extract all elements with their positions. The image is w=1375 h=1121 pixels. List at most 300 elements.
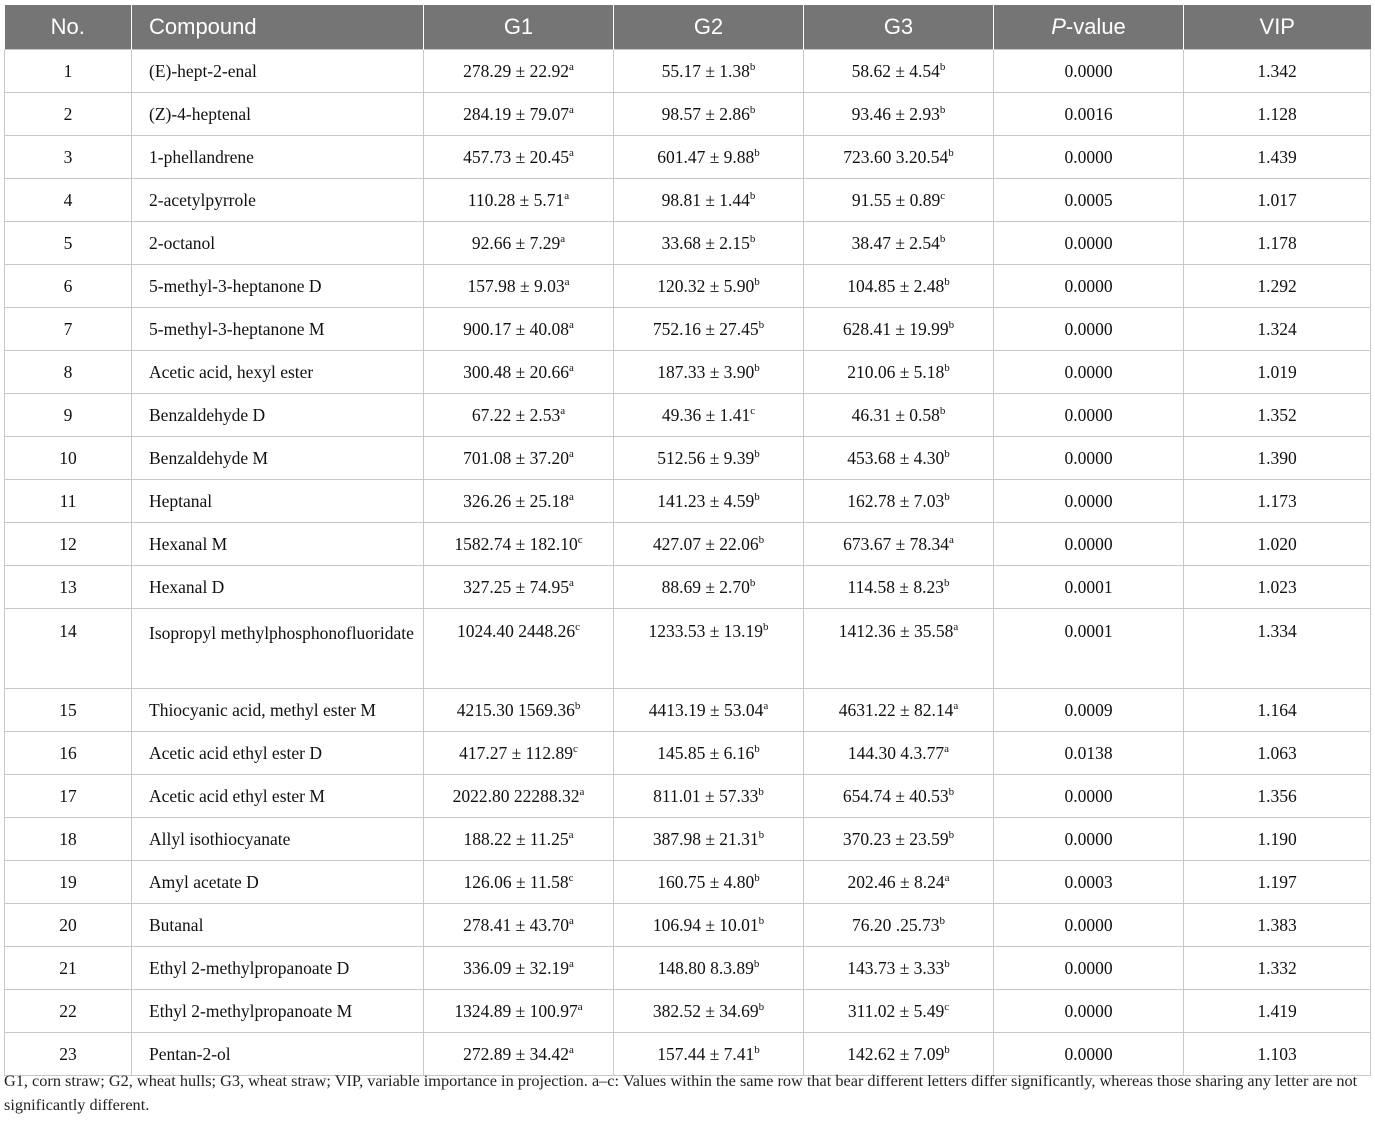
cell-p-value-value: 0.0001: [1064, 576, 1113, 597]
cell-p-value-value: 0.0000: [1064, 533, 1113, 554]
cell-compound-value: Benzaldehyde M: [149, 447, 269, 468]
cell-no: [5, 437, 132, 480]
cell-g3: [804, 480, 994, 523]
cell-g1: [424, 222, 614, 265]
cell-g1: [424, 480, 614, 523]
cell-no-value: 18: [59, 828, 77, 849]
cell-p-value: [994, 861, 1184, 904]
cell-g1: [424, 609, 614, 689]
cell-g2-value: 4413.19 ± 53.04: [648, 699, 764, 720]
cell-compound: [132, 775, 424, 818]
table-row: [5, 904, 1371, 947]
cell-vip: [1184, 136, 1371, 179]
cell-compound-value: Ethyl 2-methylpropanoate D: [149, 957, 350, 978]
cell-p-value: [994, 480, 1184, 523]
cell-vip: [1184, 437, 1371, 480]
compound-table-container: [4, 5, 1370, 1076]
header-vip: VIP: [1184, 5, 1371, 50]
cell-compound: [132, 136, 424, 179]
table-row: [5, 308, 1371, 351]
cell-compound: [132, 265, 424, 308]
cell-p-value-value: 0.0000: [1064, 404, 1113, 425]
cell-g1-significance-letter: b: [574, 699, 581, 712]
cell-g1: [424, 265, 614, 308]
cell-g2-significance-letter: b: [749, 232, 756, 245]
cell-g3-significance-letter: b: [948, 318, 955, 331]
cell-g2: [614, 308, 804, 351]
cell-g1-significance-letter: a: [560, 232, 566, 245]
cell-no: [5, 308, 132, 351]
cell-p-value: [994, 990, 1184, 1033]
cell-g1-significance-letter: c: [575, 621, 580, 634]
cell-p-value-value: 0.0003: [1064, 871, 1113, 892]
cell-g2-value: 145.85 ± 6.16: [657, 742, 755, 763]
cell-g2: [614, 566, 804, 609]
cell-no-value: 22: [59, 1000, 77, 1021]
cell-vip-value: 1.128: [1257, 103, 1297, 124]
cell-no-value: 12: [59, 533, 77, 554]
cell-g1-value: 701.08 ± 37.20: [463, 447, 569, 468]
cell-compound-value: Thiocyanic acid, methyl ester M: [149, 699, 376, 720]
cell-g3-significance-letter: b: [944, 957, 950, 970]
cell-g1-significance-letter: a: [568, 576, 574, 589]
cell-vip-value: 1.017: [1257, 189, 1297, 210]
cell-no: [5, 947, 132, 990]
cell-g2-significance-letter: b: [749, 189, 756, 202]
cell-compound-value: 2-octanol: [149, 232, 216, 253]
cell-g3-value: 46.31 ± 0.58: [851, 404, 940, 425]
cell-no: [5, 818, 132, 861]
cell-p-value: [994, 437, 1184, 480]
cell-g2-value: 187.33 ± 3.90: [657, 361, 755, 382]
cell-g2: [614, 50, 804, 93]
cell-g3: [804, 50, 994, 93]
cell-g3-significance-letter: a: [944, 742, 950, 755]
cell-vip-value: 1.419: [1257, 1000, 1297, 1021]
cell-g2-value: 160.75 ± 4.80: [657, 871, 755, 892]
cell-g3-significance-letter: b: [944, 490, 950, 503]
cell-p-value: [994, 818, 1184, 861]
cell-compound: [132, 179, 424, 222]
cell-no-value: 19: [59, 871, 77, 892]
header-p-rest: -value: [1065, 14, 1126, 39]
cell-p-value: [994, 351, 1184, 394]
cell-vip: [1184, 609, 1371, 689]
cell-compound-value: Acetic acid ethyl ester D: [149, 742, 322, 763]
cell-compound-value: (Z)-4-heptenal: [149, 103, 252, 124]
cell-g1-significance-letter: a: [564, 189, 570, 202]
cell-g2-value: 88.69 ± 2.70: [661, 576, 750, 597]
cell-g2: [614, 947, 804, 990]
table-row: [5, 861, 1371, 904]
cell-g2: [614, 861, 804, 904]
table-row: [5, 179, 1371, 222]
cell-p-value: [994, 136, 1184, 179]
cell-g2-significance-letter: b: [754, 742, 760, 755]
cell-vip-value: 1.190: [1257, 828, 1297, 849]
cell-compound: [132, 308, 424, 351]
cell-g1-value: 327.25 ± 74.95: [463, 576, 569, 597]
cell-g3-significance-letter: b: [944, 1043, 950, 1056]
cell-g1-value: 457.73 ± 20.45: [463, 146, 569, 167]
cell-g2-value: 148.80 8.3.89: [657, 957, 754, 978]
cell-g3-value: 202.46 ± 8.24: [847, 871, 945, 892]
cell-g1: [424, 394, 614, 437]
cell-vip-value: 1.020: [1257, 533, 1297, 554]
cell-g3-significance-letter: b: [948, 785, 955, 798]
cell-g3-significance-letter: a: [944, 871, 950, 884]
cell-p-value: [994, 775, 1184, 818]
cell-vip: [1184, 566, 1371, 609]
cell-no: [5, 480, 132, 523]
table-row: [5, 50, 1371, 93]
cell-g1-significance-letter: a: [568, 447, 574, 460]
cell-no-value: 15: [59, 699, 77, 720]
cell-g2-value: 33.68 ± 2.15: [661, 232, 750, 253]
cell-p-value-value: 0.0000: [1064, 60, 1113, 81]
cell-g3: [804, 351, 994, 394]
cell-g1: [424, 566, 614, 609]
cell-g2-significance-letter: b: [754, 1043, 760, 1056]
cell-g1: [424, 689, 614, 732]
cell-g2-value: 157.44 ± 7.41: [657, 1043, 755, 1064]
cell-g3-value: 143.73 ± 3.33: [847, 957, 945, 978]
cell-g1: [424, 818, 614, 861]
cell-vip: [1184, 222, 1371, 265]
cell-p-value: [994, 689, 1184, 732]
cell-g3: [804, 523, 994, 566]
cell-g2-value: 106.94 ± 10.01: [652, 914, 759, 935]
cell-g2: [614, 732, 804, 775]
cell-vip-value: 1.334: [1257, 621, 1297, 641]
cell-g2-value: 55.17 ± 1.38: [661, 60, 750, 81]
table-header-row: [5, 5, 1371, 50]
cell-p-value: [994, 265, 1184, 308]
cell-g2-value: 382.52 ± 34.69: [652, 1000, 759, 1021]
table-row: [5, 136, 1371, 179]
cell-g1-value: 417.27 ± 112.89: [459, 742, 574, 763]
cell-g1-value: 188.22 ± 11.25: [463, 828, 569, 849]
cell-g1-value: 278.29 ± 22.92: [463, 60, 569, 81]
header-g1: G1: [424, 5, 614, 50]
cell-g2: [614, 93, 804, 136]
cell-no: [5, 351, 132, 394]
cell-compound: [132, 947, 424, 990]
cell-p-value-value: 0.0000: [1064, 490, 1113, 511]
cell-compound: [132, 394, 424, 437]
cell-no-value: 20: [59, 914, 77, 935]
cell-no: [5, 50, 132, 93]
cell-g2-significance-letter: b: [758, 785, 764, 798]
cell-g3: [804, 437, 994, 480]
cell-g1: [424, 523, 614, 566]
cell-p-value-value: 0.0000: [1064, 275, 1113, 296]
cell-p-value: [994, 732, 1184, 775]
cell-vip: [1184, 861, 1371, 904]
cell-vip: [1184, 50, 1371, 93]
cell-compound-value: (E)-hept-2-enal: [149, 60, 257, 81]
cell-no-value: 4: [63, 189, 73, 210]
cell-no-value: 7: [63, 318, 73, 339]
cell-p-value-value: 0.0000: [1064, 447, 1113, 468]
cell-g3: [804, 861, 994, 904]
cell-g1: [424, 732, 614, 775]
cell-vip: [1184, 93, 1371, 136]
cell-p-value-value: 0.0000: [1064, 232, 1113, 253]
cell-g2-significance-letter: b: [763, 621, 769, 634]
table-row: [5, 990, 1371, 1033]
cell-g3: [804, 732, 994, 775]
cell-g3: [804, 990, 994, 1033]
cell-g2: [614, 136, 804, 179]
cell-g2: [614, 480, 804, 523]
cell-vip: [1184, 394, 1371, 437]
cell-g3-value: 58.62 ± 4.54: [851, 60, 940, 81]
cell-g1-value: 4215.30 1569.36: [456, 699, 575, 720]
cell-g3: [804, 93, 994, 136]
cell-compound: [132, 93, 424, 136]
cell-g1-value: 110.28 ± 5.71: [467, 189, 565, 210]
cell-p-value: [994, 523, 1184, 566]
cell-no-value: 6: [63, 275, 73, 296]
table-row: [5, 265, 1371, 308]
cell-g1-value: 272.89 ± 34.42: [463, 1043, 569, 1064]
cell-g2-value: 601.47 ± 9.88: [657, 146, 755, 167]
cell-g1: [424, 990, 614, 1033]
cell-vip-value: 1.439: [1257, 146, 1297, 167]
cell-g1-significance-letter: a: [568, 490, 574, 503]
cell-g2-value: 98.57 ± 2.86: [661, 103, 750, 124]
cell-g1: [424, 308, 614, 351]
cell-g2-value: 512.56 ± 9.39: [657, 447, 755, 468]
cell-vip-value: 1.178: [1257, 232, 1297, 253]
cell-g2-significance-letter: b: [749, 103, 756, 116]
cell-g2: [614, 818, 804, 861]
cell-g1: [424, 947, 614, 990]
cell-no: [5, 732, 132, 775]
cell-g2-significance-letter: b: [749, 60, 756, 73]
cell-no: [5, 136, 132, 179]
cell-g2-value: 49.36 ± 1.41: [661, 404, 751, 425]
cell-p-value: [994, 904, 1184, 947]
cell-g1-significance-letter: a: [560, 404, 566, 417]
cell-vip: [1184, 480, 1371, 523]
cell-p-value: [994, 308, 1184, 351]
cell-g2-significance-letter: b: [754, 871, 760, 884]
cell-g3-value: 114.58 ± 8.23: [847, 576, 944, 597]
cell-compound-value: Isopropyl methylphosphonofluoridate: [149, 623, 414, 643]
cell-no: [5, 566, 132, 609]
cell-compound-value: Pentan-2-ol: [149, 1043, 231, 1064]
cell-g3-significance-letter: a: [953, 699, 959, 712]
cell-p-value: [994, 179, 1184, 222]
cell-compound-value: 2-acetylpyrrole: [149, 189, 256, 210]
cell-vip-value: 1.103: [1257, 1043, 1297, 1064]
table-row: [5, 351, 1371, 394]
cell-no-value: 1: [63, 60, 73, 81]
cell-compound-value: Hexanal M: [149, 533, 228, 554]
cell-p-value-value: 0.0009: [1064, 699, 1113, 720]
cell-no-value: 21: [59, 957, 77, 978]
cell-g2-significance-letter: b: [753, 957, 760, 970]
cell-g2: [614, 775, 804, 818]
cell-g1: [424, 93, 614, 136]
cell-no-value: 14: [59, 621, 77, 641]
cell-g3-value: 370.23 ± 23.59: [842, 828, 949, 849]
cell-p-value-value: 0.0016: [1064, 103, 1113, 124]
cell-g1-significance-letter: c: [573, 742, 578, 755]
cell-no: [5, 904, 132, 947]
cell-g2-value: 98.81 ± 1.44: [661, 189, 750, 210]
cell-p-value-value: 0.0000: [1064, 914, 1113, 935]
cell-compound-value: 1-phellandrene: [149, 146, 254, 167]
cell-vip: [1184, 775, 1371, 818]
cell-compound-value: Butanal: [149, 914, 204, 935]
cell-p-value-value: 0.0000: [1064, 146, 1113, 167]
cell-g2-significance-letter: b: [758, 828, 765, 841]
cell-p-value-value: 0.0001: [1064, 621, 1113, 641]
cell-g2: [614, 394, 804, 437]
table-footnote: G1, corn straw; G2, wheat hulls; G3, wheat straw; VIP, variable importance in projection. a–c: Values within the same row that bear different letters differ significantly, whereas those sharing any letter are not significantly different.: [4, 1071, 1358, 1114]
cell-g2-value: 752.16 ± 27.45: [652, 318, 759, 339]
cell-vip-value: 1.197: [1257, 871, 1297, 892]
header-p-italic: P: [1051, 14, 1066, 39]
cell-g3-value: 144.30 4.3.77: [847, 742, 945, 763]
cell-compound-value: 5-methyl-3-heptanone D: [149, 275, 322, 296]
cell-g3-value: 104.85 ± 2.48: [847, 275, 945, 296]
cell-g3-value: 673.67 ± 78.34: [843, 533, 949, 554]
cell-g2: [614, 265, 804, 308]
cell-vip: [1184, 308, 1371, 351]
cell-vip-value: 1.023: [1257, 576, 1297, 597]
cell-compound-value: Acetic acid, hexyl ester: [149, 361, 314, 382]
cell-vip-value: 1.383: [1257, 914, 1297, 935]
cell-no-value: 23: [59, 1043, 77, 1064]
cell-compound: [132, 990, 424, 1033]
cell-g1-value: 1582.74 ± 182.10: [454, 533, 578, 554]
cell-g1-value: 284.19 ± 79.07: [463, 103, 569, 124]
cell-g1-significance-letter: a: [568, 103, 574, 116]
cell-g1: [424, 775, 614, 818]
cell-g3-value: 1412.36 ± 35.58: [838, 621, 954, 641]
cell-no: [5, 861, 132, 904]
cell-vip-value: 1.356: [1257, 785, 1297, 806]
cell-no-value: 5: [63, 232, 73, 253]
cell-no-value: 16: [59, 742, 77, 763]
compound-table: [4, 5, 1371, 1076]
cell-g3-significance-letter: b: [939, 914, 945, 927]
cell-compound: [132, 50, 424, 93]
cell-g1-significance-letter: a: [568, 60, 574, 73]
cell-g2-significance-letter: b: [758, 318, 765, 331]
cell-vip: [1184, 732, 1371, 775]
cell-g2-value: 811.01 ± 57.33: [653, 785, 759, 806]
cell-compound-value: Allyl isothiocyanate: [149, 828, 291, 849]
cell-vip: [1184, 947, 1371, 990]
cell-vip: [1184, 523, 1371, 566]
cell-no-value: 8: [63, 361, 73, 382]
cell-vip: [1184, 904, 1371, 947]
cell-g3-significance-letter: b: [948, 146, 954, 159]
cell-g1: [424, 861, 614, 904]
cell-g2: [614, 990, 804, 1033]
cell-g2-significance-letter: b: [754, 361, 760, 374]
cell-g1-significance-letter: c: [577, 533, 583, 546]
cell-g3: [804, 689, 994, 732]
cell-g3-value: 162.78 ± 7.03: [847, 490, 945, 511]
table-row: [5, 222, 1371, 265]
cell-g1-value: 2022.80 22288.32: [452, 785, 580, 806]
cell-compound-value: Acetic acid ethyl ester M: [149, 785, 325, 806]
cell-g3: [804, 394, 994, 437]
cell-no: [5, 394, 132, 437]
cell-g1-significance-letter: a: [568, 146, 574, 159]
cell-vip: [1184, 990, 1371, 1033]
cell-p-value: [994, 50, 1184, 93]
cell-g3-significance-letter: b: [939, 232, 946, 245]
cell-g1-value: 92.66 ± 7.29: [471, 232, 561, 253]
cell-g2: [614, 689, 804, 732]
cell-vip-value: 1.292: [1257, 275, 1297, 296]
cell-g2-significance-letter: b: [749, 576, 756, 589]
header-p-value: [994, 5, 1184, 50]
cell-no: [5, 222, 132, 265]
cell-g3-significance-letter: b: [943, 576, 950, 589]
cell-g1-significance-letter: a: [579, 785, 585, 798]
cell-g3: [804, 308, 994, 351]
cell-g3-value: 628.41 ± 19.99: [842, 318, 949, 339]
cell-compound: [132, 689, 424, 732]
cell-no: [5, 609, 132, 689]
cell-no-value: 3: [63, 146, 73, 167]
cell-g3: [804, 904, 994, 947]
cell-p-value-value: 0.0000: [1064, 1043, 1113, 1064]
cell-compound: [132, 480, 424, 523]
cell-g2-significance-letter: b: [758, 1000, 765, 1013]
cell-vip: [1184, 351, 1371, 394]
table-row: [5, 775, 1371, 818]
cell-vip-value: 1.324: [1257, 318, 1297, 339]
cell-p-value: [994, 947, 1184, 990]
cell-g3-value: 91.55 ± 0.89: [851, 189, 941, 210]
cell-compound-value: Hexanal D: [149, 576, 225, 597]
cell-g3-value: 654.74 ± 40.53: [842, 785, 949, 806]
cell-compound: [132, 904, 424, 947]
cell-g2: [614, 437, 804, 480]
cell-compound-value: Heptanal: [149, 490, 213, 511]
cell-compound: [132, 437, 424, 480]
cell-g2-value: 141.23 ± 4.59: [657, 490, 755, 511]
cell-g1-value: 157.98 ± 9.03: [467, 275, 565, 296]
cell-vip-value: 1.063: [1257, 742, 1297, 763]
table-row: [5, 609, 1371, 689]
cell-no-value: 17: [59, 785, 77, 806]
cell-g3-value: 311.02 ± 5.49: [847, 1000, 945, 1021]
cell-g3: [804, 775, 994, 818]
cell-g2-significance-letter: b: [758, 533, 765, 546]
cell-p-value-value: 0.0005: [1064, 189, 1113, 210]
table-row: [5, 93, 1371, 136]
cell-no-value: 2: [63, 103, 73, 124]
cell-vip: [1184, 818, 1371, 861]
cell-g3-significance-letter: c: [940, 189, 946, 202]
cell-g3-significance-letter: b: [939, 60, 946, 73]
cell-g2-value: 1233.53 ± 13.19: [648, 621, 764, 641]
cell-no: [5, 179, 132, 222]
cell-g1: [424, 437, 614, 480]
cell-g3-significance-letter: b: [939, 404, 946, 417]
table-row: [5, 523, 1371, 566]
